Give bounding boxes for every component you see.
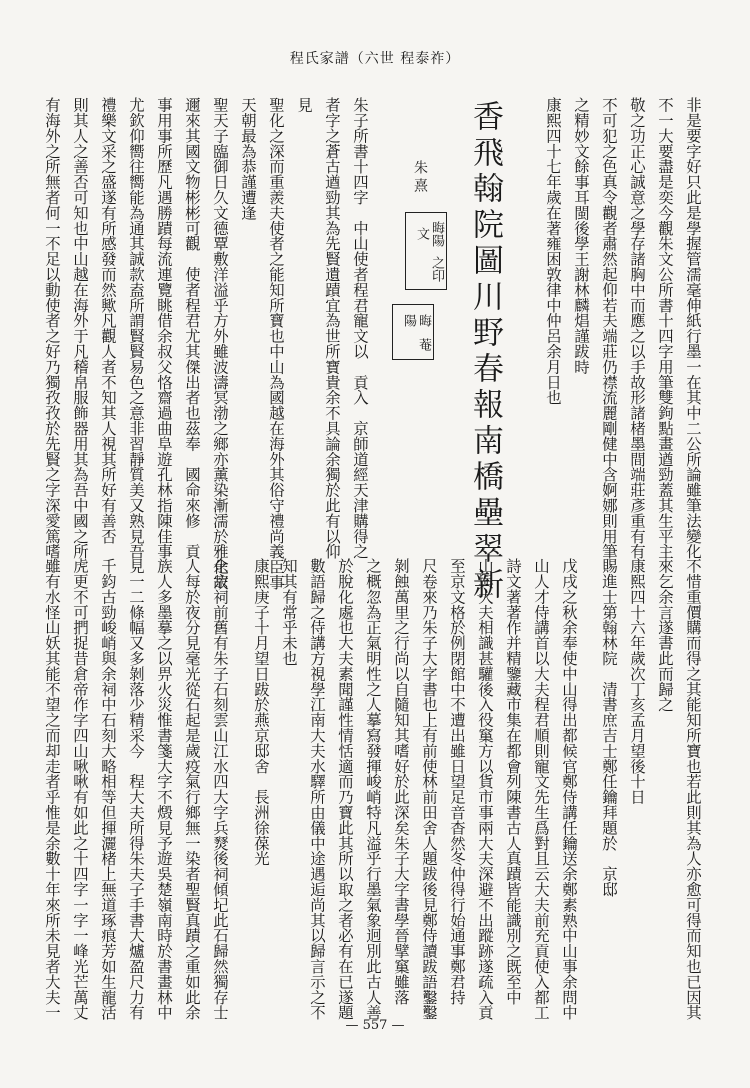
text-column: 知其有常乎未也 xyxy=(280,558,298,666)
text-column: 天朝最為恭謹遭逢 xyxy=(239,97,257,221)
text-column: 尺卷來乃朱子大字書也上有前使林前田舍人題跋後見鄭侍讀跋語鑿鑿 xyxy=(420,558,438,1020)
text-column: 余宗祠前舊有朱子石刻雲山江水四大字兵燹後祠傾圮此石歸然獨存士 xyxy=(211,558,229,1020)
text-column: 敬之功正心誠意之學存諸胸中而應之以手故形諸楮墨間端莊彥重有有 xyxy=(628,97,646,559)
text-column: 之精妙文餘事耳閩後學王謝林麟焻謹跋時 xyxy=(572,97,590,375)
text-column: 非是要字好只此是學握管濡毫伸紙行墨一在其中二公所論雖筆法變化 xyxy=(684,97,702,559)
text-column: 賜進士第翰林院 清書庶吉士鄭任鑰拜題於 京邸 xyxy=(600,558,618,897)
text-column: 尤欽仰嚮往嚮能為通其誠款盍所謂賢賢易色之意非習靜質美又熟見吾 xyxy=(127,97,145,559)
text-column: 禮樂文采之盛遂有所感發而然歟凡觀人者不知其人視其所好有善否 xyxy=(99,97,117,544)
text-column: 來乞余言遂書此而歸之 xyxy=(656,558,674,712)
text-column: 朱子所書十四字 中山使者程君寵文以 貢入 京師道經天津購得之 xyxy=(351,97,369,559)
text-column: 見 xyxy=(295,97,313,113)
seal-text: 晦陽文 xyxy=(414,220,444,247)
text-column: 千鈞古勁峻峭與余祠中石刻大略相等但揮灑楮上無道琢痕芳如生龍活 xyxy=(99,558,117,1020)
seal-text: 晦陽 xyxy=(401,313,431,327)
calligraphy-title: 香飛翰院圖川野春報南橋壘翠新 xyxy=(467,100,503,604)
page-header: 程氏家譜（六世 程泰祚） xyxy=(289,51,461,67)
text-column: 人每於夜分見毫光從石起是歲疫氣行鄉無一染者聖賢真蹟之重如此余 xyxy=(183,558,201,1020)
text-column: 康熙四十六年歲次丁亥孟月望後十日 xyxy=(628,558,646,805)
text-column: 者字之蒼古遒勁其為先賢遺蹟宜為世所寶貴余不具論余獨於此有以仰 xyxy=(323,97,341,559)
text-column: 聖天子臨御日久文德覃敷洋溢乎方外雖波濤冥渤之鄉亦薰染漸濡於雅化故 xyxy=(211,97,229,590)
seal-zhuxi xyxy=(405,212,447,290)
text-column: 有海外之所無者何一不足以動使者之好乃獨孜孜於先賢之字深愛篤嗜 xyxy=(43,97,61,559)
text-column: 戊戌之秋余奉使中山得出都候官鄭侍講任鑰送余鄭素熟中山事余問中 xyxy=(560,558,578,1020)
text-column: 康熙四十七年歲在著雍困敦律中仲呂余月日也 xyxy=(544,97,562,405)
text-column: 詩文著著作并精鑒藏市集在都會列陳書古人真蹟皆能識別之既至中 xyxy=(504,558,522,1005)
text-column: 邇來其國文物彬彬可觀 使者程君尤其傑出者也茲奉 國命來修 貢 xyxy=(183,97,201,559)
seal-text: 之印 xyxy=(429,255,444,282)
signature: 朱熹 xyxy=(412,160,428,196)
text-column: 不一大要盡是奕今觀朱文公所書十四字用筆雙鉤點畫遒勁蓋其生平主 xyxy=(656,97,674,559)
text-column: 剝蝕萬里之行尚以自隨知其嗜好於此深矣朱子大字書學晉擘窼雖落 xyxy=(392,558,410,1005)
text-column: 不惜重價購而得之其能知所寶也若此則其為人亦愈可得而知也已因其 xyxy=(684,558,702,1020)
text-column: 康熙庚子十月望日跋於燕京邸舍 長洲徐葆光 xyxy=(252,558,270,866)
seal-text: 菴 xyxy=(416,337,431,351)
text-column: 數語歸之侍講方視學江南大夫水驛所由儀中途遇逅尚其以歸言示之不 xyxy=(308,558,326,1020)
text-column: 見一二條幅又多剝落少精采今 程大夫所得朱夫子手書大爐盈尺力有 xyxy=(127,558,145,1020)
page-number: — 557 — xyxy=(345,1018,405,1033)
text-column: 聖化之深而重羨夫使者之能知所寶也中山為國越在海外其俗守禮尚義臣事 xyxy=(267,97,285,590)
text-column: 則其人之善否可知也中山越在海外于凡稽帛服飾器用其為吾中國之所 xyxy=(71,97,89,559)
text-column: 不可犯之色真令觀者肅然起仰若夫端莊仍襟流麗剛健中含婀娜則用筆 xyxy=(600,97,618,559)
text-column: 山人才侍講首以大夫程君順則寵文先生爲對且云大夫前充貢使入都工 xyxy=(532,558,550,1020)
text-column: 之概忽為正氣明性之人摹寫發揮峻峭特凡溢乎行墨氣象迥別此古人善 xyxy=(364,558,382,1020)
text-column: 雖有水怪山妖其能不望之而却走者乎惟是余數十年來所未見者大夫一 xyxy=(43,558,61,1020)
seal-huian xyxy=(392,304,434,360)
text-column: 山與大夫相識甚驩後入役窼方以貨市事兩大夫深避不出蹤跡遂疏入貢 xyxy=(476,558,494,1020)
text-column: 族人多墨摹之以畀火災惟書箋大字不燬見予遊吳楚嶺南時於書畫林中 xyxy=(155,558,173,1020)
text-column: 於脫化處也大夫素聞謹性情恬適而乃寶此其所以取之者必有在已遂題 xyxy=(336,558,354,1020)
text-column: 虎更不可捫捉昔倉帝作字四山啾啾有如此之十四字一字一峰光芒萬丈 xyxy=(71,558,89,1020)
text-column: 事用事所歷凡遇勝蹟每流連覽眺借余叔父恪齋過曲阜遊孔林指陳佳事 xyxy=(155,97,173,559)
text-column: 至京文格於例閉館中不遭出雖日望足音杳然冬仲得行始通事鄭君持 xyxy=(448,558,466,1005)
